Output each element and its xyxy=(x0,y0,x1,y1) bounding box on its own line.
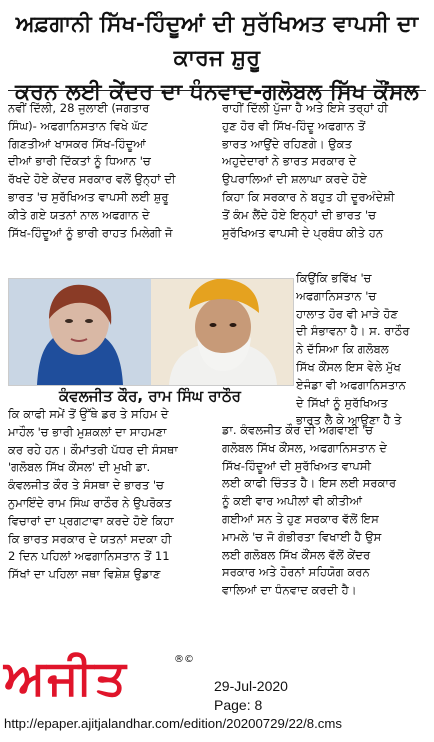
article-column-right-bottom xyxy=(222,422,426,600)
edition-date: 29-Jul-2020 xyxy=(214,678,288,694)
article-line: ਸਿੱਖ-ਹਿੰਦੂਆਂ ਦੀ ਸੁਰੱਖਿਅਤ ਵਾਪਸੀ xyxy=(222,458,372,473)
article-line: ਗਈਆਂ ਸਨ ਤੇ ਹੁਣ ਸਰਕਾਰ ਵੱਲੋਂ ਇਸ xyxy=(222,511,379,526)
article-line: ਨੂੰ ਕਈ ਵਾਰ ਅਪੀਲਾਂ ਵੀ ਕੀਤੀਆਂ xyxy=(222,494,363,509)
article-line: ਦੇ ਸਿੱਖਾਂ ਨੂੰ ਸੁਰੱਖਿਅਤ xyxy=(296,395,388,410)
article-line: ਤੋਂ ਕੰਮ ਲੈਂਦੇ ਹੋਏ ਇਨ੍ਹਾਂ ਦੀ ਭਾਰਤ 'ਚ xyxy=(222,207,377,222)
source-url[interactable]: http://epaper.ajitjalandhar.com/edition/20200729/22/8.cms xyxy=(4,716,342,731)
article-line: ਗਲੋਬਲ ਸਿੱਖ ਕੌਂਸਲ, ਅਫਗਾਨਿਸਤਾਨ ਦੇ xyxy=(222,440,387,455)
article-line: ਭਾਰਤ 'ਚ ਸੁਰੱਖਿਅਤ ਵਾਪਸੀ ਲਈ ਸ਼ੁਰੂ xyxy=(8,189,169,204)
article-line: ਲਈ ਗਲੋਬਲ ਸਿੱਖ ਕੌਂਸਲ ਵੱਲੋਂ ਕੇਂਦਰ xyxy=(222,547,371,562)
article-column-left-bottom xyxy=(8,406,216,584)
article-line: 'ਗਲੋਬਲ ਸਿੱਖ ਕੌਂਸਲ' ਦੀ ਮੁਖੀ ਡਾ. xyxy=(8,460,151,475)
article-line: ਕਿਹਾ ਕਿ ਸਰਕਾਰ ਨੇ ਬਹੁਤ ਹੀ ਦੂਰਅੰਦੇਸ਼ੀ xyxy=(222,189,395,204)
article-line: ਕਿ ਭਾਰਤ ਸਰਕਾਰ ਦੇ ਯਤਨਾਂ ਸਦਕਾ ਹੀ xyxy=(8,531,172,546)
article-line: ਅਫਗਾਨਿਸਤਾਨ 'ਚ xyxy=(296,288,377,303)
article-line: ਗਿਣਤੀਆਂ ਖਾਸਕਰ ਸਿੱਖ-ਹਿੰਦੂਆਂ xyxy=(8,136,146,151)
article-line: ਨਵੀਂ ਦਿੱਲੀ, 28 ਜੁਲਾਈ (ਜਗਤਾਰ xyxy=(8,101,150,115)
article-line: ਸਿੰਘ)- ਅਫਗਾਨਿਸਤਾਨ ਵਿਖੇ ਘੱਟ xyxy=(8,118,148,133)
article-line: ਭਾਰਤ ਆਉਂਦੇ ਰਹਿਣਗੇ। ਉਕਤ xyxy=(222,136,352,151)
article-line: ਵਿਚਾਰਾਂ ਦਾ ਪ੍ਰਗਟਾਵਾ ਕਰਦੇ ਹੋਏ ਕਿਹਾ xyxy=(8,513,174,528)
article-line: ਸਰਕਾਰ ਅਤੇ ਹੋਰਨਾਂ ਸਹਿਯੋਗ ਕਰਨ xyxy=(222,565,370,580)
article-line: 2 ਦਿਨ ਪਹਿਲਾਂ ਅਫਗਾਨਿਸਤਾਨ ਤੋਂ 11 xyxy=(8,549,170,564)
article-line: ਮਾਮਲੇ 'ਚ ਜੋ ਗੰਭੀਰਤਾ ਵਿਖਾਈ ਹੈ ਉਸ xyxy=(222,529,382,544)
article-line: ਨੇ ਦੱਸਿਆ ਕਿ ਗਲੋਬਲ xyxy=(296,342,389,357)
headline-divider xyxy=(8,90,426,91)
article-column-left-top xyxy=(8,100,216,242)
article-column-right-top xyxy=(222,100,426,242)
headline-line-2: ਕਰਨ ਲਈ ਕੇਂਦਰ ਦਾ ਧੰਨਵਾਦ-ਗਲੋਬਲ ਸਿੱਖ ਕੌਂਸਲ xyxy=(15,80,419,105)
article-column-right-mid xyxy=(296,270,426,430)
portraits-illustration xyxy=(9,279,293,385)
article-line: ਕਿ ਕਾਫੀ ਸਮੇਂ ਤੋਂ ਉੱਥੇ ਡਰ ਤੇ ਸਹਿਮ ਦੇ xyxy=(8,407,169,421)
article-line: ਮਾਹੌਲ 'ਚ ਭਾਰੀ ਮੁਸ਼ਕਲਾਂ ਦਾ ਸਾਹਮਣਾ xyxy=(8,424,167,439)
article-line: ਉਪਰਾਲਿਆਂ ਦੀ ਸ਼ਲਾਘਾ ਕਰਦੇ ਹੋਏ xyxy=(222,172,367,187)
article-line: ਹੁਣ ਹੋਰ ਵੀ ਸਿੱਖ-ਹਿੰਦੂ ਅਫਗਾਨ ਤੋਂ xyxy=(222,118,366,133)
article-line: ਨੁਮਾਇੰਦੇ ਰਾਮ ਸਿੰਘ ਰਾਠੌਰ ਨੇ ਉਪਰੋਕਤ xyxy=(8,495,172,510)
article-line: ਕਿਉਂਕਿ ਭਵਿੱਖ 'ਚ xyxy=(296,271,372,285)
article-line: ਭਾਰਤ ਲੈ ਕੇ ਆਉਣਾ ਹੈ ਤੇ xyxy=(296,413,402,428)
article-line: ਸੁਰੱਖਿਅਤ ਵਾਪਸੀ ਦੇ ਪ੍ਰਬੰਧ ਕੀਤੇ ਹਨ xyxy=(222,225,384,240)
article-line: ਅਹੁਦੇਦਾਰਾਂ ਨੇ ਭਾਰਤ ਸਰਕਾਰ ਦੇ xyxy=(222,154,357,169)
page-number: Page: 8 xyxy=(214,697,263,713)
photo-caption: ਕੰਵਲਜੀਤ ਕੌਰ, ਰਾਮ ਸਿੰਘ ਰਾਠੌਰ xyxy=(59,387,241,405)
article-line: ਕੀਤੇ ਗਏ ਯਤਨਾਂ ਨਾਲ ਅਫਗਾਨ ਦੇ xyxy=(8,207,150,222)
photo-portraits xyxy=(8,278,294,386)
headline xyxy=(8,8,426,110)
article-line: ਏਜੰਡਾ ਵੀ ਅਫਗਾਨਿਸਤਾਨ xyxy=(296,377,406,392)
article-line: ਲਈ ਕਾਫੀ ਚਿੰਤਤ ਹੈ। ਇਸ ਲਈ ਸਰਕਾਰ xyxy=(222,476,397,491)
article-line: ਰੱਖਦੇ ਹੋਏ ਕੇਂਦਰ ਸਰਕਾਰ ਵਲੋਂ ਉਨ੍ਹਾਂ ਦੀ xyxy=(8,172,176,187)
article-line: ਹਾਲਾਤ ਹੋਰ ਵੀ ਮਾੜੇ ਹੋਣ xyxy=(296,306,398,321)
headline-line-1: ਅਫ਼ਗਾਨੀ ਸਿੱਖ-ਹਿੰਦੂਆਂ ਦੀ ਸੁਰੱਖਿਅਤ ਵਾਪਸੀ ਦਾ ਕਾਰਜ ਸ਼ੁਰੂ xyxy=(15,12,419,71)
article-line: ਕੰਵਲਜੀਤ ਕੌਰ ਤੇ ਸੰਸਥਾ ਦੇ ਭਾਰਤ 'ਚ xyxy=(8,478,164,493)
article-line: ਦੀ ਸੰਭਾਵਨਾ ਹੈ। ਸ. ਰਾਠੌਰ xyxy=(296,324,410,339)
ajit-logo: ਅਜੀਤ xyxy=(4,650,128,706)
article-line: ਡਾ. ਕੰਵਲਜੀਤ ਕੌਰ ਦੀ ਅਗਵਾਈ 'ਚ xyxy=(222,423,374,437)
article-line: ਸਿੱਖਾਂ ਦਾ ਪਹਿਲਾ ਜਥਾ ਵਿਸ਼ੇਸ਼ ਉਡਾਣ xyxy=(8,567,161,582)
article-line: ਰਾਹੀਂ ਦਿੱਲੀ ਪੁੱਜਾ ਹੈ ਅਤੇ ਇਸੇ ਤਰ੍ਹਾਂ ਹੀ xyxy=(222,101,388,115)
article-line: ਸਿੱਖ ਕੌਂਸਲ ਇਸ ਵੇਲੇ ਮੁੱਖ xyxy=(296,359,401,374)
article-line: ਕਰ ਰਹੇ ਹਨ। ਕੌਮਾਂਤਰੀ ਪੱਧਰ ਦੀ ਸੰਸਥਾ xyxy=(8,442,178,457)
article-line: ਵਾਲਿਆਂ ਦਾ ਧੰਨਵਾਦ ਕਰਦੀ ਹੈ। xyxy=(222,583,357,598)
article-line: ਸਿੱਖ-ਹਿੰਦੂਆਂ ਨੂੰ ਭਾਰੀ ਰਾਹਤ ਮਿਲੇਗੀ ਜੋ xyxy=(8,225,173,240)
registered-mark: ®© xyxy=(174,654,194,665)
article-line: ਦੀਆਂ ਭਾਰੀ ਦਿੱਕਤਾਂ ਨੂੰ ਧਿਆਨ 'ਚ xyxy=(8,154,151,169)
